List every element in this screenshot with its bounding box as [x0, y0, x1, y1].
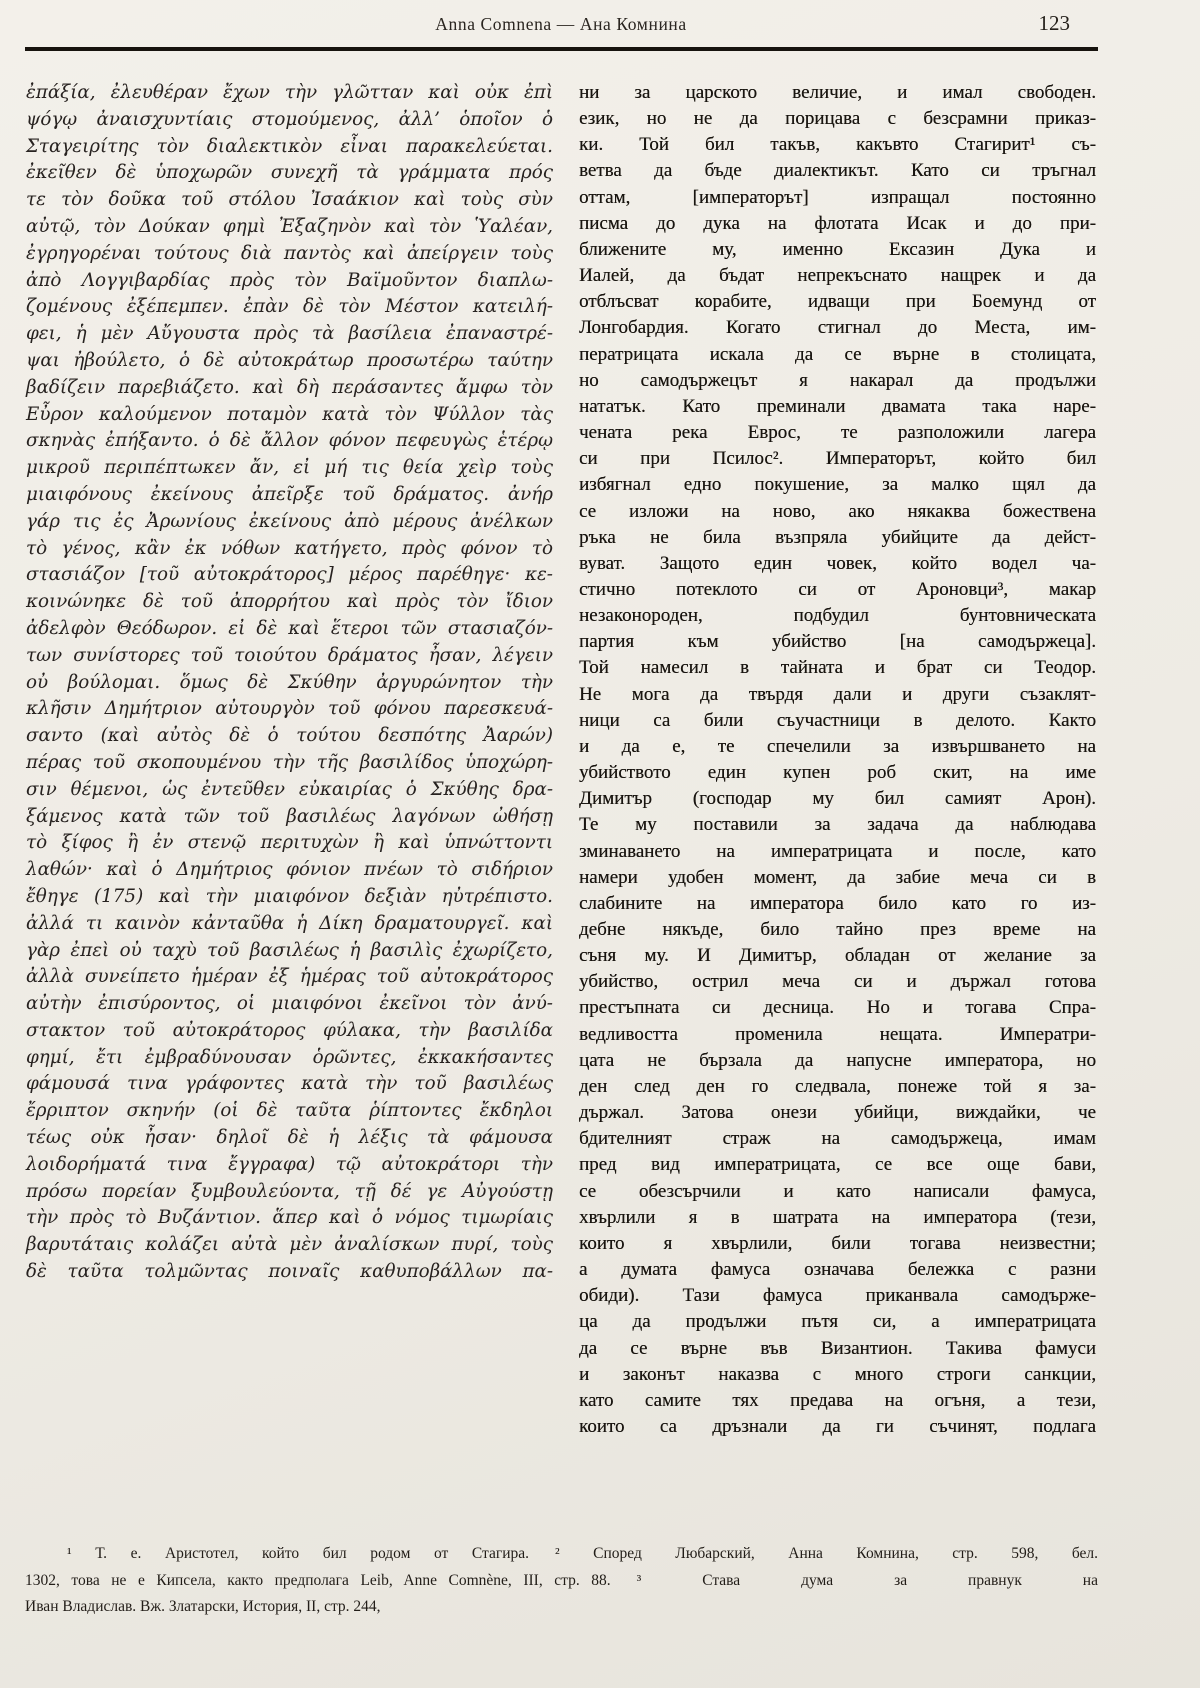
text-line: вуват. Защото един човек, който водел ча- [579, 552, 1096, 574]
text-line: πέρας τοῦ σκοπουμένου τὴν τῆς βασιλίδος ὑποχώρη- [26, 751, 553, 773]
footnote-2-continuation: 1302, това не е Кипсела, както предполага Leib, Anne Comnène, III, стр. 88. [25, 1571, 611, 1589]
text-line: слабините на императора било като го из- [579, 892, 1096, 914]
text-line: βαρυτάταις κολάζει αὐτὰ μὲν ἀναλίσκων πυρί, τοὺς [26, 1234, 553, 1256]
footnote-line [25, 1568, 1098, 1595]
footnote-line [25, 1594, 1098, 1621]
text-line: а думата фамуса означава бележка с разни [579, 1259, 1096, 1281]
text-line: хвърлили я в шатрата на императора (тези, [579, 1206, 1096, 1228]
footnote-1-text: ¹ Т. е. Аристотел, който бил родом от Стагира. [67, 1545, 530, 1562]
running-title: Anna Comnena — Ана Комнина [435, 14, 687, 34]
text-line: ветва да бъде диалектикът. Като си тръгнал [579, 160, 1096, 182]
text-line: ни за царското величие, и имал свободен. [579, 82, 1096, 103]
text-line: ператрицата искала да се върне в столицата, [579, 343, 1096, 365]
text-line: ζομένους ἐξέπεμπεν. ἐπὰν δὲ τὸν Μέστον κατειλή- [26, 296, 553, 318]
text-line: незаконороден, подбудил бунтовническата [579, 605, 1096, 627]
text-line: δὲ ταῦτα τολμῶντας ποιναῖς καθυποβάλλων πα- [26, 1261, 553, 1283]
text-line: език, но не да порицава с безсрамни приказ- [579, 108, 1096, 130]
text-line: μιαιφόνους ἐκείνους ἀπεῖρξε τοῦ δράματος. ἀνήρ [26, 483, 553, 505]
text-line: φάμουσά τινα γράφοντες κατὰ τὴν τοῦ βασιλέως [26, 1073, 553, 1095]
two-column-text [26, 80, 1096, 1440]
text-line: ἔρριπτον σκηνήν (οἱ δὲ ταῦτα ῥίπτοντες ἔκδηλοι [26, 1100, 553, 1122]
text-line: ψαι ἠβούλετο, ὁ δὲ αὐτοκράτωρ προσωτέρω ταύτην [26, 349, 553, 371]
text-line: зминаването на императрицата и после, като [579, 840, 1096, 862]
text-line: отблъсват корабите, идващи при Боемунд от [579, 291, 1096, 313]
footnote-line [25, 1541, 1098, 1568]
text-line: престъпната си десница. Но и тогава Спра- [579, 997, 1096, 1019]
text-line: ξάμενος κατὰ τῶν τοῦ βασιλέως λαγόνων ὠθήσῃ [26, 805, 553, 827]
text-line: τὴν πρὸς τὸ Βυζάντιον. ἅπερ καὶ ὁ νόμος τιμωρίαις [26, 1207, 553, 1229]
text-line: φημί, ἔτι ἐμβραδύνουσαν ὁρῶντες, ἐκκακήσαντες [26, 1046, 553, 1068]
text-line: τὸ ξίφος ἢ ἐν στενῷ περιτυχὼν ἢ καὶ ὑπνώττοντι [26, 832, 553, 854]
text-line: да се върне във Византион. Такива фамуси [579, 1337, 1096, 1359]
text-line: бдителният страж на самодържеца, имам [579, 1128, 1096, 1150]
text-line: οὐ βούλομαι. ὅμως δὲ Σκύθην ἀργυρώνητον τὴν [26, 671, 553, 693]
text-line: се обезсърчили и като написали фамуса, [579, 1180, 1096, 1202]
text-line: φει, ἡ μὲν Αὔγουστα πρὸς τὰ βασίλεια ἐπαναστρέ- [26, 323, 553, 345]
text-line: ближените му, именно Ексазин Дука и [579, 238, 1096, 260]
text-line: γὰρ ἐπεὶ οὐ ταχὺ τοῦ βασιλέως ἡ βασιλὶς ἐχωρίζετο, [26, 939, 553, 961]
text-line: Той намесил в тайната и брат си Теодор. [579, 657, 1096, 679]
text-line: ἀλλά τι καινὸν κἀνταῦθα ἡ Δίκη δραματουργεῖ. καὶ [26, 912, 553, 934]
text-line: Димитър (господар му бил самият Арон). [579, 788, 1096, 810]
footnotes [25, 1541, 1098, 1621]
text-line: се изложи на ново, ако някаква божествена [579, 500, 1096, 522]
text-line: държал. Затова онези убийци, виждайки, че [579, 1102, 1096, 1124]
text-line: и да е, те спечелили за извършването на [579, 735, 1096, 757]
text-line: αὐτῷ, τὸν Δούκαν φημὶ Ἐξαζηνὸν καὶ τὸν Ὑαλέαν, [26, 215, 553, 237]
footnote-3-text: ³ Става дума за правнук на [636, 1571, 1098, 1589]
greek-text-column [26, 80, 553, 1440]
footnote-2-text: ² Според Любарский, Анна Комнина, стр. 598, бел. [555, 1545, 1098, 1562]
text-line: обиди). Тази фамуса приканвала самодърже- [579, 1285, 1096, 1307]
text-line: ръка не била възпряла убийците да дейст- [579, 526, 1096, 548]
text-line: стично потеклото си от Ароновци³, макар [579, 578, 1096, 600]
page-number: 123 [1038, 11, 1070, 35]
text-line: μικροῦ περιπέπτωκεν ἄν, εἰ μή τις θεία χεὶρ τοὺς [26, 457, 553, 479]
text-line: ки. Той бил такъв, какъвто Стагирит¹ съ- [579, 134, 1096, 156]
text-line: но самодържецът я накарал да продължи [579, 369, 1096, 391]
text-line: оттам, [императорът] изпращал постоянно [579, 186, 1096, 208]
text-line: пред вид императрицата, се все още бави, [579, 1154, 1096, 1176]
text-line: ници са били съучастници в делото. Както [579, 709, 1096, 731]
text-line: които я хвърлили, били тогава неизвестни; [579, 1232, 1096, 1254]
text-line: λοιδορήματά τινα ἔγγραφα) τῷ αὐτοκράτορι τὴν [26, 1153, 553, 1175]
text-line: Εὖρον καλούμενον ποταμὸν κατὰ τὸν Ψύλλον τὰς [26, 403, 553, 425]
text-line: βαδίζειν παρεβιάζετο. καὶ δὴ περάσαντες ἄμφω τὸν [26, 376, 553, 398]
text-line: Лонгобардия. Когато стигнал до Места, им- [579, 317, 1096, 339]
header-rule [25, 47, 1098, 51]
text-line: цата не бързала да напусне императора, но [579, 1049, 1096, 1071]
text-line: ἀπὸ Λογγιβαρδίας πρὸς τὸν Βαϊμοῦντον διαπλω- [26, 269, 553, 291]
text-line: ψόγῳ ἀναισχυντίαις στομούμενος, ἀλλ’ ὁποῖον ὁ [26, 108, 553, 130]
text-line: στακτον τοῦ αὐτοκράτορος φύλακα, τὴν βασιλίδα [26, 1019, 553, 1041]
text-line: чената река Еврос, те разположили лагера [579, 422, 1096, 444]
text-line: τέως οὐκ ἦσαν· δηλοῖ δὲ ἡ λέξις τὰ φάμουσα [26, 1127, 553, 1149]
text-line: σιν θέμενοι, ὡς ἐντεῦθεν εὐκαιρίας ὁ Σκύθης δρα- [26, 778, 553, 800]
text-line: ведливостта променила нещата. Императри- [579, 1023, 1096, 1045]
text-line: убийство, острил меча си и държал готова [579, 971, 1096, 993]
text-line: ἐκεῖθεν δὲ ὑποχωρῶν συνεχῆ τὰ γράμματα πρός [26, 162, 553, 184]
text-line: убийството един купен роб скит, на име [579, 762, 1096, 784]
text-line: нататък. Като преминали двамата така наре- [579, 395, 1096, 417]
text-line: ἐπάξία, ἐλευθέραν ἔχων τὴν γλῶτταν καὶ οὐκ ἐπὶ [26, 82, 553, 103]
text-line: Σταγειρίτης τὸν διαλεκτικὸν εἶναι παρακελεύεται. [26, 135, 553, 157]
text-line: κοινώνηκε δὲ τοῦ ἀπορρήτου καὶ πρὸς τὸν ἴδιον [26, 591, 553, 613]
text-line: στασιάζον [τοῦ αὐτοκράτορος] μέρος παρέθηγε· κε- [26, 564, 553, 586]
text-line: дебне някъде, било тайно през време на [579, 919, 1096, 940]
text-line: λαθών· καὶ ὁ Δημήτριος φόνιον πνέων τὸ σιδήριον [26, 859, 553, 881]
text-line: ἀδελφὸν Θεόδωρον. εἰ δὲ καὶ ἕτεροι τῶν στασιαζόν- [26, 617, 553, 639]
text-line: σκηνὰς ἐπήξαντο. ὁ δὲ ἄλλον φόνον πεφευγὼς ἑτέρῳ [26, 430, 553, 452]
text-line: Те му поставили за задача да наблюдава [579, 814, 1096, 836]
page-header [26, 11, 1096, 44]
text-line: ἀλλὰ συνείπετο ἡμέραν ἐξ ἡμέρας τοῦ αὐτοκράτορος [26, 966, 553, 988]
text-line: γάρ τις ἐς Ἀρωνίους ἐκείνους ἀπὸ μέρους ἀνέλκων [26, 510, 553, 532]
text-line: ца да продължи пътя си, а императрицата [579, 1311, 1096, 1333]
text-line: αὐτὴν ἐπισύροντος, οἱ μιαιφόνοι ἐκεῖνοι τὸν ἀνύ- [26, 993, 553, 1015]
text-line: των συνίστορες τοῦ τοιούτου δράματος ἦσαν, λέγειν [26, 644, 553, 666]
text-line: избягнал едно покушение, за малко щял да [579, 474, 1096, 496]
text-line: τὸ γένος, κἂν ἐκ νόθων κατήγετο, πρὸς φόνον τὸ [26, 537, 553, 559]
text-line: κλῆσιν Δημήτριον αὐτουργὸν τοῦ φόνου παρεσκευά- [26, 698, 553, 720]
text-line: съня му. И Димитър, обладан от желание за [579, 945, 1096, 967]
text-line: τε τὸν δοῦκα τοῦ στόλου Ἰσαάκιον καὶ τοὺς σὺν [26, 189, 553, 211]
footnote-3-continuation: Иван Владислав. Вж. Златарски, История, II, стр. 244, [25, 1598, 381, 1615]
text-line: писма до дука на флотата Исак и до при- [579, 212, 1096, 234]
text-line: Не мога да твърдя дали и други съзаклят- [579, 683, 1096, 705]
text-line: Иалей, да бъдат непрекъснато нащрек и да [579, 265, 1096, 287]
text-line: ден след ден го следвала, понеже той я за- [579, 1075, 1096, 1097]
text-line: ἔθηγε (175) καὶ τὴν μιαιφόνον δεξιὰν ηὐτρέπιστο. [26, 885, 553, 907]
text-line: като самите тях предава на огъня, а тези, [579, 1389, 1096, 1411]
text-line: които са дръзнали да ги съчинят, подлага [579, 1415, 1096, 1437]
text-line: πρόσω πορείαν ξυμβουλεύοντα, τῇ δέ γε Αὐγούστῃ [26, 1180, 553, 1202]
text-line: ἐγρηγορέναι τούτους διὰ παντὸς καὶ ἀπείργειν τοὺς [26, 242, 553, 264]
text-line: и законът наказва с много строги санкции, [579, 1363, 1096, 1385]
text-line: намери удобен момент, да забие меча си в [579, 866, 1096, 888]
text-line: партия към убийство [на самодържеца]. [579, 631, 1096, 653]
bulgarian-translation-column [579, 80, 1096, 1440]
text-line: си при Псилос². Императорът, който бил [579, 448, 1096, 470]
text-line: σαντο (καὶ αὐτὸς δὲ ὁ τούτου δεσπότης Ἀαρών) [26, 725, 553, 747]
